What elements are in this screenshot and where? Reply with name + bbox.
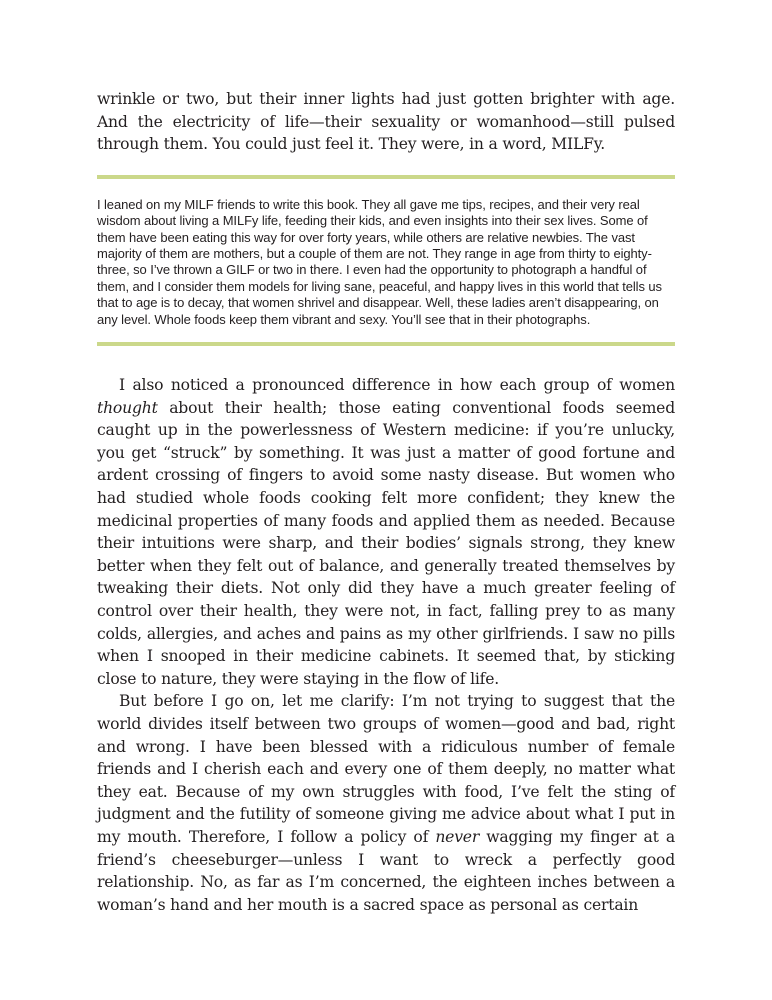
paragraph-clarify-italic: never (435, 827, 480, 846)
opening-paragraph: wrinkle or two, but their inner lights had just gotten brighter with age. And the electricity of life—their sexuality or womanhood—still pulsed through them. You could just feel it. They were, in a word, MILFy. (97, 90, 675, 154)
paragraph-clarify-start: But before I go on, let me clarify: I’m not trying to suggest that the world divides itself between two groups of women—good and bad, right and wrong. I have been blessed with a ridiculous number of female friends and I cherish each and every one of them deeply, no matter what they eat. Because of my own struggles with food, I’ve felt the sting of judgment and the futility of someone giving me advice about what I put in my mouth. Therefore, I follow a policy of (97, 692, 675, 846)
page-content (97, 88, 675, 916)
paragraph-health-italic: thought (97, 398, 158, 417)
paragraph-clarify-end: wagging my finger at a friend’s cheeseburger—unless I want to wreck a perfectly good relationship. No, as far as I’m concerned, the eighteen inches between a woman’s hand and her mouth is a sacred space as personal as certain (97, 827, 675, 914)
paragraph-health-start: I also noticed a pronounced difference in how each group of women (119, 376, 675, 395)
sidebar-bottom-rule (97, 342, 675, 346)
paragraph-clarify (97, 690, 675, 916)
sidebar-top-rule (97, 175, 675, 179)
sidebar-text: I leaned on my MILF friends to write this book. They all gave me tips, recipes, and their very real wisdom about living a MILFy life, feeding their kids, and even insights into their sex lives. Some of them have been eating this way for over forty years, while others are relative newbies. The vast majority of them are mothers, but a couple of them are not. They range in age from thirty to eighty-three, so I’ve thrown a GILF or two in there. I even had the opportunity to photograph a handful of them, and I consider them models for living sane, peaceful, and happy lives in this world that tells us that to age is to decay, that women shrivel and disappear. Well, these ladies aren’t disappearing, on any level. Whole foods keep them vibrant and sexy. You’ll see that in their photographs. (97, 196, 662, 327)
paragraph-health-end: about their health; those eating conventional foods seemed caught up in the powerlessness of Western medicine: if you’re unlucky, you get “struck” by something. It was just a matter of good fortune and ardent crossing of fingers to avoid some nasty disease. But women who had studied whole foods cooking felt more confident; they knew the medicinal properties of many foods and applied them as needed. Because their intuitions were sharp, and their bodies’ signals strong, they knew better when they felt out of balance, and generally treated themselves by tweaking their diets. Not only did they have a much greater feeling of control over their health, they were not, in fact, falling prey to as many colds, allergies, and aches and pains as my other girlfriends. I saw no pills when I snooped in their medicine cabinets. It seemed that, by sticking close to nature, they were staying in the flow of life. (97, 398, 675, 688)
paragraph-health (97, 374, 675, 690)
